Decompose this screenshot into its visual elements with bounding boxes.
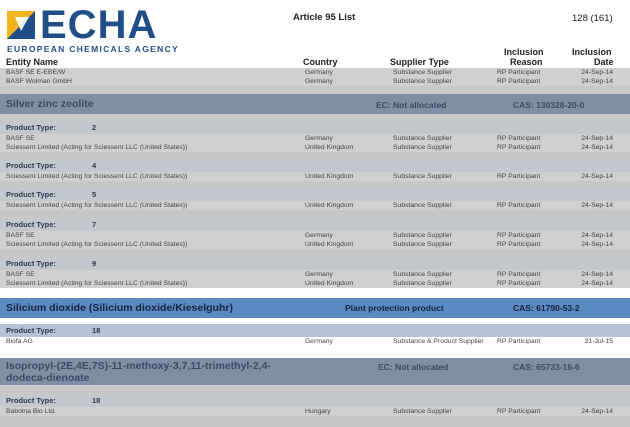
cell-supplier: Substance Supplier xyxy=(393,144,452,151)
cell-supplier: Substance Supplier xyxy=(393,232,452,239)
table-row xyxy=(0,68,630,77)
cell-supplier: Substance Supplier xyxy=(393,135,452,142)
product-type-header xyxy=(0,121,630,134)
product-type-label: Product Type: xyxy=(6,123,56,132)
product-type-label: Product Type: xyxy=(6,190,56,199)
cell-supplier: Substance Supplier xyxy=(393,202,452,209)
substance-name: Silver zinc zeolite xyxy=(6,98,94,110)
column-header-date-line1: Inclusion xyxy=(572,47,612,57)
cell-reason: RP Participant xyxy=(497,232,541,239)
table-row xyxy=(0,134,630,143)
substance-header xyxy=(0,358,630,385)
table-row xyxy=(0,270,630,279)
cell-reason: RP Participant xyxy=(497,280,541,287)
cell-entity: BASF SE E-EBE/W xyxy=(6,69,66,76)
cell-entity: Sciessent Limited (Acting for Sciessent LLC (United States)) xyxy=(6,173,188,180)
product-type-label: Product Type: xyxy=(6,396,56,405)
cell-date: 31-Jul-15 xyxy=(584,338,613,345)
product-type-header xyxy=(0,218,630,231)
substance-ec: Plant protection product xyxy=(345,303,444,313)
column-header-date-line2: Date xyxy=(594,57,614,67)
column-header-entity: Entity Name xyxy=(6,57,59,67)
substance-ec: EC: Not allocated xyxy=(376,100,447,110)
cell-reason: RP Participant xyxy=(497,271,541,278)
cell-entity: BASF SE xyxy=(6,135,35,142)
cell-entity: Babolna Bio Ltd. xyxy=(6,408,56,415)
row-spacer xyxy=(0,86,630,94)
cell-entity: BASF SE xyxy=(6,232,35,239)
row-spacer xyxy=(0,152,630,159)
cell-reason: RP Participant xyxy=(497,202,541,209)
product-type-label: Product Type: xyxy=(6,326,56,335)
row-spacer xyxy=(0,210,630,218)
cell-date: 24-Sep-14 xyxy=(581,280,613,287)
cell-entity: Sciessent Limited (Acting for Sciessent LLC (United States)) xyxy=(6,280,188,287)
cell-country: Hungary xyxy=(305,408,331,415)
substance-header xyxy=(0,298,630,318)
column-header-reason-line1: Inclusion xyxy=(504,47,544,57)
column-header-reason-line2: Reason xyxy=(510,57,543,67)
product-type-header xyxy=(0,257,630,270)
cell-country: Germany xyxy=(305,338,333,345)
table-row xyxy=(0,143,630,152)
table-row xyxy=(0,337,630,346)
cell-entity: Biofa AG xyxy=(6,338,33,345)
cell-reason: RP Participant xyxy=(497,69,541,76)
cell-date: 24-Sep-14 xyxy=(581,144,613,151)
cell-supplier: Substance Supplier xyxy=(393,69,452,76)
row-spacer xyxy=(0,181,630,188)
substance-name-line2: dodeca-dienoate xyxy=(6,372,90,384)
logo-text: ECHA xyxy=(40,3,158,47)
cell-date: 24-Sep-14 xyxy=(581,135,613,142)
row-spacer xyxy=(0,114,630,121)
cell-supplier: Substance Supplier xyxy=(393,78,452,85)
cell-supplier: Substance Supplier xyxy=(393,271,452,278)
row-spacer xyxy=(0,346,630,358)
cell-country: Germany xyxy=(305,69,333,76)
cell-date: 24-Sep-14 xyxy=(581,69,613,76)
cell-country: United Kingdom xyxy=(305,202,354,209)
cell-date: 24-Sep-14 xyxy=(581,202,613,209)
cell-country: Germany xyxy=(305,232,333,239)
cell-date: 24-Sep-14 xyxy=(581,271,613,278)
table-row xyxy=(0,172,630,181)
table-row xyxy=(0,407,630,416)
cell-supplier: Substance Supplier xyxy=(393,408,452,415)
product-type-number: 5 xyxy=(92,190,97,199)
product-type-number: 18 xyxy=(92,326,101,335)
substance-cas: CAS: 61790-53-2 xyxy=(513,303,580,313)
cell-country: United Kingdom xyxy=(305,144,354,151)
page-title: Article 95 List xyxy=(293,12,356,23)
cell-country: United Kingdom xyxy=(305,241,354,248)
cell-date: 24-Sep-14 xyxy=(581,78,613,85)
page-header xyxy=(0,0,630,68)
cell-date: 24-Sep-14 xyxy=(581,173,613,180)
product-type-number: 4 xyxy=(92,161,97,170)
cell-date: 24-Sep-14 xyxy=(581,241,613,248)
product-type-number: 9 xyxy=(92,259,97,268)
echa-logo-icon xyxy=(7,11,35,39)
cell-entity: BASF SE xyxy=(6,271,35,278)
cell-reason: RP Participant xyxy=(497,135,541,142)
cell-entity: Sciessent Limited (Acting for Sciessent LLC (United States)) xyxy=(6,144,188,151)
cell-supplier: Substance Supplier xyxy=(393,241,452,248)
cell-reason: RP Participant xyxy=(497,241,541,248)
table-row xyxy=(0,77,630,86)
cell-supplier: Substance & Product Supplier xyxy=(393,338,484,345)
table-row xyxy=(0,231,630,240)
cell-country: United Kingdom xyxy=(305,173,354,180)
product-type-label: Product Type: xyxy=(6,220,56,229)
cell-country: Germany xyxy=(305,78,333,85)
substance-header xyxy=(0,94,630,114)
row-spacer xyxy=(0,288,630,298)
product-type-label: Product Type: xyxy=(6,259,56,268)
cell-date: 24-Sep-14 xyxy=(581,408,613,415)
product-type-number: 18 xyxy=(92,396,101,405)
cell-reason: RP Participant xyxy=(497,408,541,415)
product-type-number: 7 xyxy=(92,220,97,229)
cell-reason: RP Participant xyxy=(497,338,541,345)
cell-supplier: Substance Supplier xyxy=(393,173,452,180)
substance-name: Silicium dioxide (Silicium dioxide/Kieselguhr) xyxy=(6,302,233,314)
row-spacer xyxy=(0,385,630,394)
table-row xyxy=(0,201,630,210)
cell-entity: Sciessent Limited (Acting for Sciessent LLC (United States)) xyxy=(6,202,188,209)
cell-country: Germany xyxy=(305,135,333,142)
page-number: 128 (161) xyxy=(572,13,613,24)
column-header-country: Country xyxy=(303,57,338,67)
column-header-supplier: Supplier Type xyxy=(390,57,449,67)
cell-date: 24-Sep-14 xyxy=(581,232,613,239)
cell-entity: BASF Wolman GmbH xyxy=(6,78,72,85)
substance-name-line1: Isopropyl-(2E,4E,7S)-11-methoxy-3,7,11-trimethyl-2,4- xyxy=(6,360,271,372)
cell-entity: Sciessent Limited (Acting for Sciessent LLC (United States)) xyxy=(6,241,188,248)
table-row xyxy=(0,240,630,249)
cell-country: Germany xyxy=(305,271,333,278)
logo-subtitle: EUROPEAN CHEMICALS AGENCY xyxy=(7,44,179,54)
substance-cas: CAS: 65733-16-6 xyxy=(513,362,580,372)
substance-ec: EC: Not allocated xyxy=(378,362,449,372)
cell-supplier: Substance Supplier xyxy=(393,280,452,287)
product-type-header xyxy=(0,394,630,407)
substance-cas: CAS: 130328-20-0 xyxy=(513,100,585,110)
cell-country: United Kingdom xyxy=(305,280,354,287)
cell-reason: RP Participant xyxy=(497,173,541,180)
product-type-header xyxy=(0,188,630,201)
cell-reason: RP Participant xyxy=(497,78,541,85)
product-type-label: Product Type: xyxy=(6,161,56,170)
product-type-header xyxy=(0,159,630,172)
row-spacer xyxy=(0,249,630,257)
row-spacer xyxy=(0,416,630,427)
product-type-number: 2 xyxy=(92,123,97,132)
product-type-header xyxy=(0,324,630,337)
table-row xyxy=(0,279,630,288)
cell-reason: RP Participant xyxy=(497,144,541,151)
